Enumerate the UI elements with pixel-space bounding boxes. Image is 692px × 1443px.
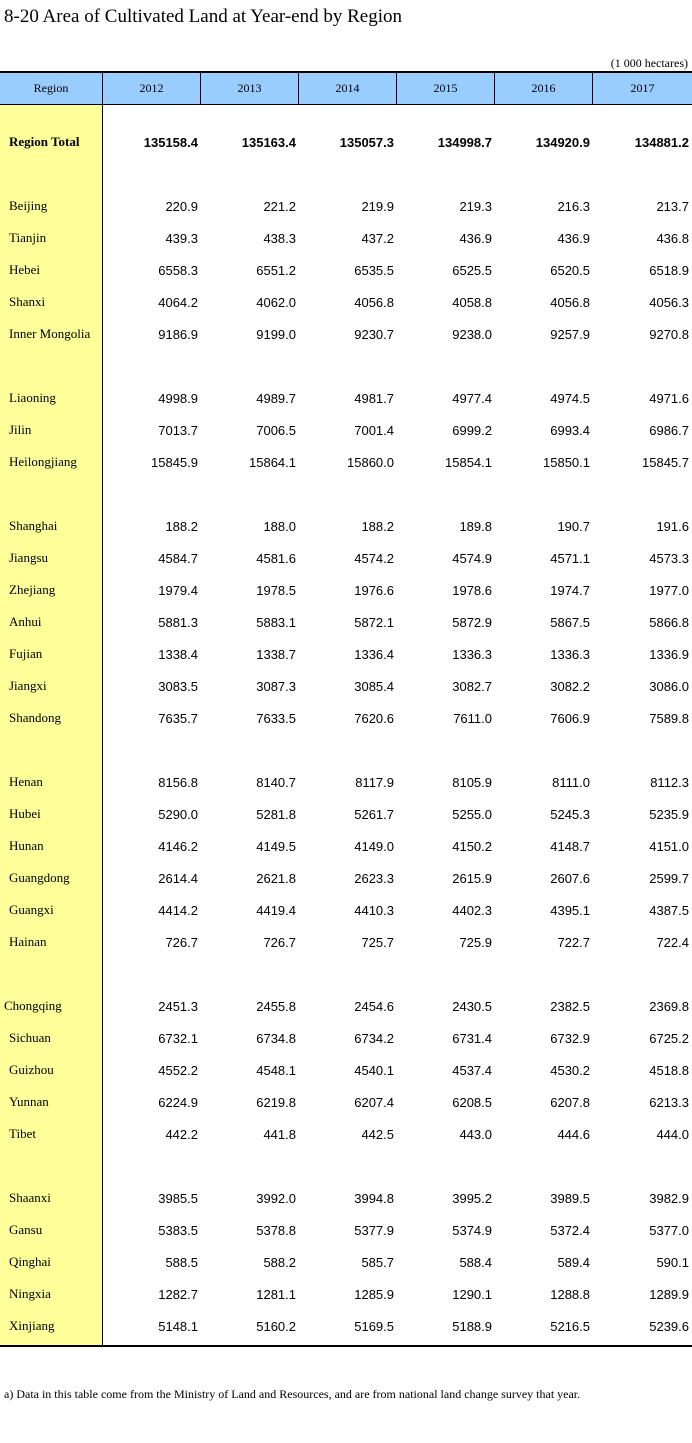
region-name: Fujian <box>9 646 43 661</box>
value-cell: 6734.8 <box>256 1030 296 1046</box>
value-cell: 438.3 <box>263 230 296 246</box>
region-name: Shanxi <box>9 294 46 309</box>
value-cell: 6207.8 <box>550 1094 590 1110</box>
value-cell: 2451.3 <box>158 998 198 1014</box>
table-row <box>0 126 692 158</box>
group-spacer <box>0 350 692 382</box>
value-cell: 4573.3 <box>649 550 689 566</box>
table-row <box>0 414 692 446</box>
region-name: Yunnan <box>9 1094 49 1109</box>
value-cell: 726.7 <box>165 934 198 950</box>
value-cell: 4530.2 <box>550 1062 590 1078</box>
value-cell: 2454.6 <box>354 998 394 1014</box>
region-name: Shanghai <box>9 518 58 533</box>
year-header-2012: 2012 <box>103 73 201 104</box>
value-cell: 5188.9 <box>452 1318 492 1334</box>
value-cell: 8156.8 <box>158 774 198 790</box>
value-cell: 1338.4 <box>158 646 198 662</box>
value-cell: 4548.1 <box>256 1062 296 1078</box>
value-cell: 436.9 <box>557 230 590 246</box>
table-row <box>0 1246 692 1278</box>
value-cell: 5872.9 <box>452 614 492 630</box>
value-cell: 135158.4 <box>143 134 198 150</box>
value-cell: 585.7 <box>361 1254 394 1270</box>
value-cell: 5377.9 <box>354 1222 394 1238</box>
value-cell: 190.7 <box>557 518 590 534</box>
value-cell: 588.2 <box>263 1254 296 1270</box>
value-cell: 3087.3 <box>256 678 296 694</box>
value-cell: 9230.7 <box>354 326 394 342</box>
value-cell: 1281.1 <box>256 1286 296 1302</box>
value-cell: 2614.4 <box>158 870 198 886</box>
value-cell: 9257.9 <box>550 326 590 342</box>
value-cell: 3994.8 <box>354 1190 394 1206</box>
value-cell: 4151.0 <box>649 838 689 854</box>
table-row <box>0 702 692 734</box>
value-cell: 6731.4 <box>452 1030 492 1046</box>
value-cell: 4989.7 <box>256 390 296 406</box>
value-cell: 4977.4 <box>452 390 492 406</box>
table-row <box>0 222 692 254</box>
value-cell: 437.2 <box>361 230 394 246</box>
value-cell: 1978.6 <box>452 582 492 598</box>
table-row <box>0 1086 692 1118</box>
value-cell: 6732.1 <box>158 1030 198 1046</box>
table-row <box>0 606 692 638</box>
value-cell: 2455.8 <box>256 998 296 1014</box>
value-cell: 722.4 <box>656 934 689 950</box>
value-cell: 134920.9 <box>535 134 590 150</box>
value-cell: 6993.4 <box>550 422 590 438</box>
value-cell: 726.7 <box>263 934 296 950</box>
table-row <box>0 670 692 702</box>
value-cell: 7013.7 <box>158 422 198 438</box>
region-name: Hainan <box>9 934 47 949</box>
value-cell: 219.9 <box>361 198 394 214</box>
value-cell: 5372.4 <box>550 1222 590 1238</box>
table-row <box>0 894 692 926</box>
value-cell: 7620.6 <box>354 710 394 726</box>
value-cell: 9199.0 <box>256 326 296 342</box>
value-cell: 188.0 <box>263 518 296 534</box>
value-cell: 213.7 <box>656 198 689 214</box>
value-cell: 191.6 <box>656 518 689 534</box>
value-cell: 5867.5 <box>550 614 590 630</box>
region-name: Hubei <box>9 806 41 821</box>
region-name: Tibet <box>9 1126 36 1141</box>
value-cell: 7633.5 <box>256 710 296 726</box>
region-header: Region <box>0 73 103 104</box>
value-cell: 8111.0 <box>552 774 590 790</box>
value-cell: 4584.7 <box>158 550 198 566</box>
value-cell: 2369.8 <box>649 998 689 1014</box>
value-cell: 9238.0 <box>452 326 492 342</box>
value-cell: 443.0 <box>459 1126 492 1142</box>
group-spacer <box>0 734 692 766</box>
value-cell: 3085.4 <box>354 678 394 694</box>
value-cell: 4058.8 <box>452 294 492 310</box>
region-name: Henan <box>9 774 43 789</box>
value-cell: 3982.9 <box>649 1190 689 1206</box>
value-cell: 439.3 <box>165 230 198 246</box>
region-name: Guangxi <box>9 902 54 917</box>
value-cell: 4056.8 <box>354 294 394 310</box>
value-cell: 4540.1 <box>354 1062 394 1078</box>
value-cell: 219.3 <box>459 198 492 214</box>
value-cell: 1978.5 <box>256 582 296 598</box>
region-name: Qinghai <box>9 1254 51 1269</box>
value-cell: 6208.5 <box>452 1094 492 1110</box>
region-name: Sichuan <box>9 1030 51 1045</box>
value-cell: 3082.7 <box>452 678 492 694</box>
region-name: Shandong <box>9 710 61 725</box>
value-cell: 725.9 <box>459 934 492 950</box>
value-cell: 7589.8 <box>649 710 689 726</box>
group-spacer <box>0 158 692 190</box>
value-cell: 4149.0 <box>354 838 394 854</box>
value-cell: 5374.9 <box>452 1222 492 1238</box>
group-spacer <box>0 478 692 510</box>
value-cell: 188.2 <box>165 518 198 534</box>
value-cell: 5290.0 <box>158 806 198 822</box>
value-cell: 6219.8 <box>256 1094 296 1110</box>
value-cell: 588.4 <box>459 1254 492 1270</box>
table-body <box>0 126 692 1342</box>
value-cell: 4150.2 <box>452 838 492 854</box>
table-row <box>0 798 692 830</box>
value-cell: 1290.1 <box>452 1286 492 1302</box>
table-row <box>0 286 692 318</box>
value-cell: 1336.4 <box>354 646 394 662</box>
value-cell: 1977.0 <box>649 582 689 598</box>
region-name: Beijing <box>9 198 48 213</box>
value-cell: 1285.9 <box>354 1286 394 1302</box>
value-cell: 4056.8 <box>550 294 590 310</box>
region-name: Jilin <box>9 422 32 437</box>
region-name: Tianjin <box>9 230 47 245</box>
value-cell: 1979.4 <box>158 582 198 598</box>
region-name: Ningxia <box>9 1286 51 1301</box>
value-cell: 4387.5 <box>649 902 689 918</box>
table-row <box>0 862 692 894</box>
value-cell: 4064.2 <box>158 294 198 310</box>
table-row <box>0 766 692 798</box>
value-cell: 15860.0 <box>347 454 394 470</box>
region-name: Shaanxi <box>9 1190 51 1205</box>
value-cell: 5383.5 <box>158 1222 198 1238</box>
value-cell: 8140.7 <box>256 774 296 790</box>
value-cell: 4571.1 <box>550 550 590 566</box>
value-cell: 8117.9 <box>355 774 394 790</box>
table-row <box>0 318 692 350</box>
value-cell: 442.2 <box>165 1126 198 1142</box>
value-cell: 4062.0 <box>256 294 296 310</box>
value-cell: 6725.2 <box>649 1030 689 1046</box>
table-header-row <box>0 73 692 105</box>
value-cell: 3992.0 <box>256 1190 296 1206</box>
value-cell: 4971.6 <box>649 390 689 406</box>
value-cell: 4149.5 <box>256 838 296 854</box>
value-cell: 1336.9 <box>649 646 689 662</box>
value-cell: 5881.3 <box>158 614 198 630</box>
value-cell: 6520.5 <box>550 262 590 278</box>
table-row <box>0 446 692 478</box>
group-spacer <box>0 958 692 990</box>
value-cell: 1288.8 <box>550 1286 590 1302</box>
value-cell: 4419.4 <box>256 902 296 918</box>
value-cell: 135057.3 <box>339 134 394 150</box>
value-cell: 221.2 <box>263 198 296 214</box>
value-cell: 5169.5 <box>354 1318 394 1334</box>
table-row <box>0 638 692 670</box>
value-cell: 436.8 <box>656 230 689 246</box>
value-cell: 436.9 <box>459 230 492 246</box>
value-cell: 9270.8 <box>649 326 689 342</box>
region-name: Guangdong <box>9 870 70 885</box>
value-cell: 6551.2 <box>256 262 296 278</box>
value-cell: 15845.9 <box>151 454 198 470</box>
value-cell: 5377.0 <box>649 1222 689 1238</box>
table-row <box>0 990 692 1022</box>
value-cell: 216.3 <box>557 198 590 214</box>
region-name: Hebei <box>9 262 41 277</box>
value-cell: 8112.3 <box>650 774 689 790</box>
value-cell: 2430.5 <box>452 998 492 1014</box>
value-cell: 2621.8 <box>256 870 296 886</box>
value-cell: 4574.9 <box>452 550 492 566</box>
value-cell: 6734.2 <box>354 1030 394 1046</box>
value-cell: 3083.5 <box>158 678 198 694</box>
value-cell: 15850.1 <box>543 454 590 470</box>
data-table <box>0 71 692 1347</box>
value-cell: 220.9 <box>165 198 198 214</box>
value-cell: 6535.5 <box>354 262 394 278</box>
value-cell: 2615.9 <box>452 870 492 886</box>
value-cell: 589.4 <box>557 1254 590 1270</box>
value-cell: 441.8 <box>263 1126 296 1142</box>
value-cell: 1976.6 <box>354 582 394 598</box>
region-name: Hunan <box>9 838 44 853</box>
value-cell: 134881.2 <box>634 134 689 150</box>
value-cell: 4395.1 <box>550 902 590 918</box>
value-cell: 15864.1 <box>249 454 296 470</box>
value-cell: 4410.3 <box>354 902 394 918</box>
value-cell: 588.5 <box>165 1254 198 1270</box>
year-header-2017: 2017 <box>630 81 655 95</box>
year-header-2013: 2013 <box>201 73 299 104</box>
table-row <box>0 1054 692 1086</box>
value-cell: 2607.6 <box>550 870 590 886</box>
value-cell: 4146.2 <box>158 838 198 854</box>
value-cell: 135163.4 <box>241 134 296 150</box>
region-name: Region Total <box>9 134 80 149</box>
table-row <box>0 926 692 958</box>
value-cell: 4981.7 <box>354 390 394 406</box>
value-cell: 3086.0 <box>649 678 689 694</box>
table-row <box>0 382 692 414</box>
region-name: Inner Mongolia <box>9 326 91 341</box>
value-cell: 5255.0 <box>452 806 492 822</box>
value-cell: 3995.2 <box>452 1190 492 1206</box>
value-cell: 5378.8 <box>256 1222 296 1238</box>
region-name: Chongqing <box>4 998 62 1013</box>
page-title: 8-20 Area of Cultivated Land at Year-end by Region <box>4 6 402 27</box>
value-cell: 15845.7 <box>642 454 689 470</box>
region-name: Zhejiang <box>9 582 56 597</box>
value-cell: 3082.2 <box>550 678 590 694</box>
table-row <box>0 190 692 222</box>
value-cell: 7606.9 <box>550 710 590 726</box>
value-cell: 4998.9 <box>158 390 198 406</box>
value-cell: 8105.9 <box>452 774 492 790</box>
unit-label: (1 000 hectares) <box>610 56 688 70</box>
value-cell: 722.7 <box>557 934 590 950</box>
value-cell: 442.5 <box>361 1126 394 1142</box>
table-row <box>0 1118 692 1150</box>
value-cell: 6213.3 <box>649 1094 689 1110</box>
value-cell: 444.0 <box>656 1126 689 1142</box>
value-cell: 2382.5 <box>550 998 590 1014</box>
value-cell: 5872.1 <box>354 614 394 630</box>
value-cell: 4581.6 <box>256 550 296 566</box>
value-cell: 5239.6 <box>649 1318 689 1334</box>
value-cell: 5160.2 <box>256 1318 296 1334</box>
value-cell: 6518.9 <box>649 262 689 278</box>
region-name: Heilongjiang <box>9 454 77 469</box>
value-cell: 5866.8 <box>649 614 689 630</box>
value-cell: 7001.4 <box>354 422 394 438</box>
value-cell: 188.2 <box>361 518 394 534</box>
value-cell: 4552.2 <box>158 1062 198 1078</box>
value-cell: 5148.1 <box>158 1318 198 1334</box>
value-cell: 7611.0 <box>453 710 492 726</box>
value-cell: 3985.5 <box>158 1190 198 1206</box>
value-cell: 6558.3 <box>158 262 198 278</box>
value-cell: 6986.7 <box>649 422 689 438</box>
table-row <box>0 1310 692 1342</box>
table-row <box>0 510 692 542</box>
value-cell: 1289.9 <box>649 1286 689 1302</box>
value-cell: 4148.7 <box>550 838 590 854</box>
table-row <box>0 1278 692 1310</box>
region-name: Jiangsu <box>9 550 48 565</box>
value-cell: 6224.9 <box>158 1094 198 1110</box>
value-cell: 6999.2 <box>452 422 492 438</box>
value-cell: 4518.8 <box>649 1062 689 1078</box>
value-cell: 1974.7 <box>550 582 590 598</box>
value-cell: 134998.7 <box>437 134 492 150</box>
table-row <box>0 830 692 862</box>
value-cell: 4974.5 <box>550 390 590 406</box>
value-cell: 9186.9 <box>158 326 198 342</box>
table-row <box>0 1214 692 1246</box>
value-cell: 1282.7 <box>158 1286 198 1302</box>
value-cell: 2599.7 <box>649 870 689 886</box>
region-name: Gansu <box>9 1222 43 1237</box>
table-row <box>0 542 692 574</box>
table-row <box>0 254 692 286</box>
region-name: Anhui <box>9 614 42 629</box>
value-cell: 6732.9 <box>550 1030 590 1046</box>
year-header-2015: 2015 <box>397 73 495 104</box>
value-cell: 5245.3 <box>550 806 590 822</box>
table-row <box>0 1182 692 1214</box>
table-row <box>0 1022 692 1054</box>
value-cell: 4414.2 <box>158 902 198 918</box>
region-name: Liaoning <box>9 390 56 405</box>
value-cell: 5216.5 <box>550 1318 590 1334</box>
table-row <box>0 574 692 606</box>
value-cell: 4537.4 <box>452 1062 492 1078</box>
value-cell: 4402.3 <box>452 902 492 918</box>
value-cell: 2623.3 <box>354 870 394 886</box>
footnote: a) Data in this table come from the Ministry of Land and Resources, and are from national land change survey that year. <box>4 1387 581 1401</box>
value-cell: 189.8 <box>459 518 492 534</box>
value-cell: 1338.7 <box>256 646 296 662</box>
value-cell: 15854.1 <box>445 454 492 470</box>
value-cell: 5261.7 <box>354 806 394 822</box>
value-cell: 725.7 <box>361 934 394 950</box>
value-cell: 5281.8 <box>256 806 296 822</box>
group-spacer <box>0 1150 692 1182</box>
value-cell: 5235.9 <box>649 806 689 822</box>
value-cell: 7006.5 <box>256 422 296 438</box>
year-header-2014: 2014 <box>299 73 397 104</box>
value-cell: 6525.5 <box>452 262 492 278</box>
year-header-2016: 2016 <box>495 73 593 104</box>
value-cell: 6207.4 <box>354 1094 394 1110</box>
value-cell: 1336.3 <box>550 646 590 662</box>
value-cell: 7635.7 <box>158 710 198 726</box>
region-name: Guizhou <box>9 1062 54 1077</box>
value-cell: 4574.2 <box>354 550 394 566</box>
region-name: Xinjiang <box>9 1318 55 1333</box>
value-cell: 1336.3 <box>452 646 492 662</box>
region-name: Jiangxi <box>9 678 47 693</box>
value-cell: 444.6 <box>557 1126 590 1142</box>
value-cell: 590.1 <box>656 1254 689 1270</box>
value-cell: 3989.5 <box>550 1190 590 1206</box>
value-cell: 4056.3 <box>649 294 689 310</box>
value-cell: 5883.1 <box>256 614 296 630</box>
